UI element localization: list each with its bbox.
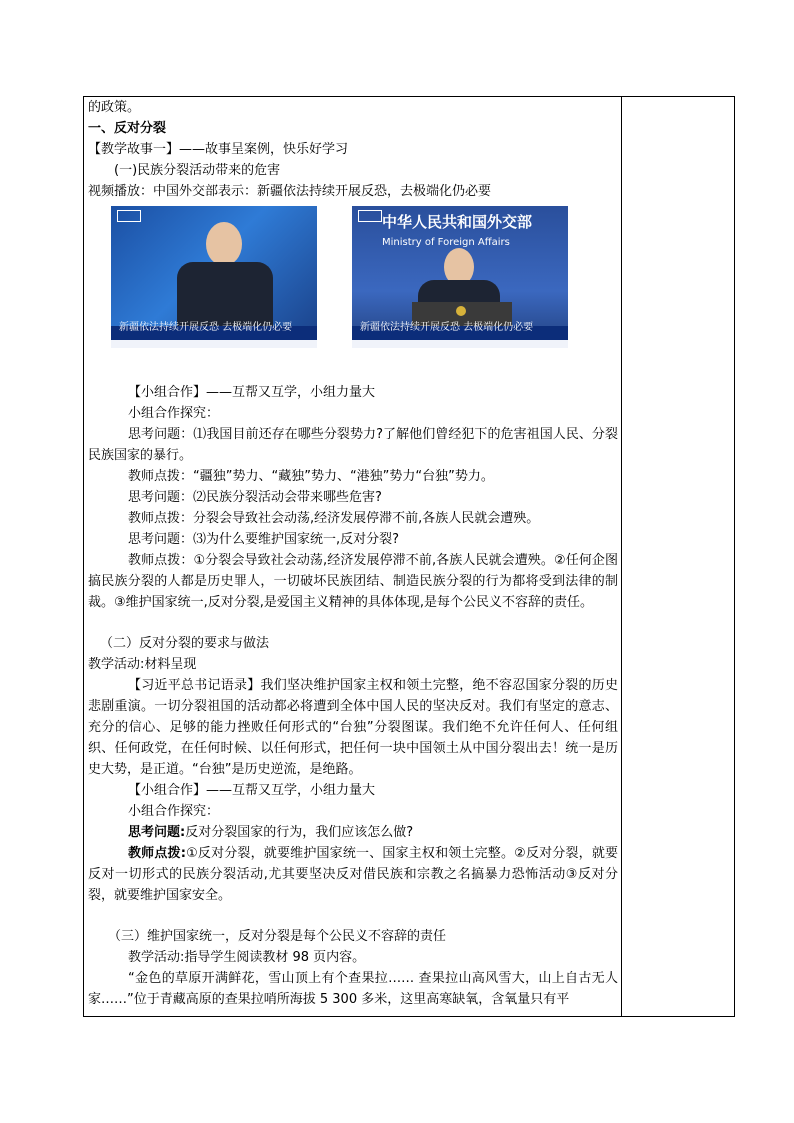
question-1: 思考问题：⑴我国目前还存在哪些分裂势力?了解他们曾经犯下的危害祖国人民、分裂民族国家的暴行。 [88, 427, 618, 463]
hint-text: ①反对分裂，就要维护国家统一、国家主权和领土完整。②反对分裂，就要反对一切形式的民族分裂活动,尤其要坚决反对借民族和宗教之名搞暴力恐怖活动③反对分裂，就要维护国家安全。 [88, 846, 618, 903]
news-ticker [111, 340, 317, 348]
story-paragraph: “金色的草原开满鲜花，雪山顶上有个查果拉…… 查果拉山高风雪大，山上自古无人家……”位于青藏高原的查果拉哨所海拔 5 300 多米，这里高寒缺氧，含氧量只有平 [88, 971, 618, 1007]
lesson-table [83, 96, 735, 1017]
question-3: 思考问题：⑶为什么要维护国家统一,反对分裂? [128, 532, 400, 547]
spokesperson-image [352, 206, 568, 348]
news-caption: 新疆依法持续开展反恐 去极端化仍必要 [119, 322, 293, 333]
teaching-activity: 教学活动:指导学生阅读教材 98 页内容。 [128, 950, 366, 965]
lesson-content [88, 97, 618, 1010]
teacher-hint-1: 教师点拨：“疆独”势力、“藏独”势力、“港独”势力“台独”势力。 [128, 469, 494, 484]
teacher-hint-3: 教师点拨：①分裂会导致社会动荡,经济发展停滞不前,各族人民就会遭殃。②任何企图搞民族分裂的人都是历史罪人，一切破坏民族团结、制造民族分裂的行为都将受到法律的制裁。③维护国家统一,反对分裂,是爱国主义精神的具体体现,是每个公民义不容辞的责任。 [88, 553, 618, 610]
xi-quote: 【习近平总书记语录】我们坚决维护国家主权和领土完整，绝不容忍国家分裂的历史悲剧重演。一切分裂祖国的活动都必将遭到全体中国人民的坚决反对。我们有坚定的意志、充分的信心、足够的能力挫败任何形式的“台独”分裂图谋。我们绝不允许任何人、任何组织、任何政党，在任何时候、以任何形式，把任何一块中国领土从中国分裂出去！统一是历史大势，是正道。“台独”是历史逆流，是绝路。 [88, 678, 618, 777]
cctv-logo-icon [358, 210, 382, 222]
anchor-head [206, 222, 242, 266]
video-line: 视频播放：中国外交部表示：新疆依法持续开展反恐，去极端化仍必要 [88, 184, 492, 199]
group-coop-title: 【小组合作】——互帮又互学，小组力量大 [128, 385, 376, 400]
column-divider [621, 97, 622, 1016]
hint-label: 教师点拨: [128, 846, 186, 861]
group-coop-title: 【小组合作】——互帮又互学，小组力量大 [128, 783, 376, 798]
news-caption: 新疆依法持续开展反恐 去极端化仍必要 [360, 322, 534, 333]
text-line: 的政策。 [88, 100, 141, 115]
news-ticker [352, 340, 568, 348]
ministry-subtitle: Ministry of Foreign Affairs [382, 237, 510, 248]
teacher-hint-4 [88, 843, 618, 906]
story-title: 【教学故事一】——故事呈案例，快乐好学习 [88, 142, 349, 157]
question-text: 反对分裂国家的行为，我们应该怎么做? [185, 825, 414, 840]
news-anchor-image [111, 206, 317, 348]
ministry-title: 中华人民共和国外交部 [382, 213, 533, 231]
spacer [88, 613, 618, 633]
subsection-heading: (一)民族分裂活动带来的危害 [114, 163, 281, 178]
teacher-hint-2: 教师点拨：分裂会导致社会动荡,经济发展停滞不前,各族人民就会遭殃。 [128, 511, 540, 526]
question-4 [88, 822, 618, 843]
cctv-logo-icon [117, 210, 141, 222]
section-heading: 一、反对分裂 [88, 121, 167, 136]
group-coop-explore: 小组合作探究： [128, 406, 220, 421]
question-label: 思考问题: [128, 825, 186, 840]
group-coop-explore: 小组合作探究： [128, 804, 220, 819]
subsection-heading: （二）反对分裂的要求与做法 [100, 636, 270, 651]
question-2: 思考问题：⑵民族分裂活动会带来哪些危害? [128, 490, 382, 505]
video-screenshots [88, 206, 618, 382]
spacer [88, 906, 618, 926]
emblem-icon [456, 306, 466, 316]
teaching-activity: 教学活动:材料呈现 [88, 657, 197, 672]
subsection-heading: （三）维护国家统一，反对分裂是每个公民义不容辞的责任 [108, 929, 447, 944]
